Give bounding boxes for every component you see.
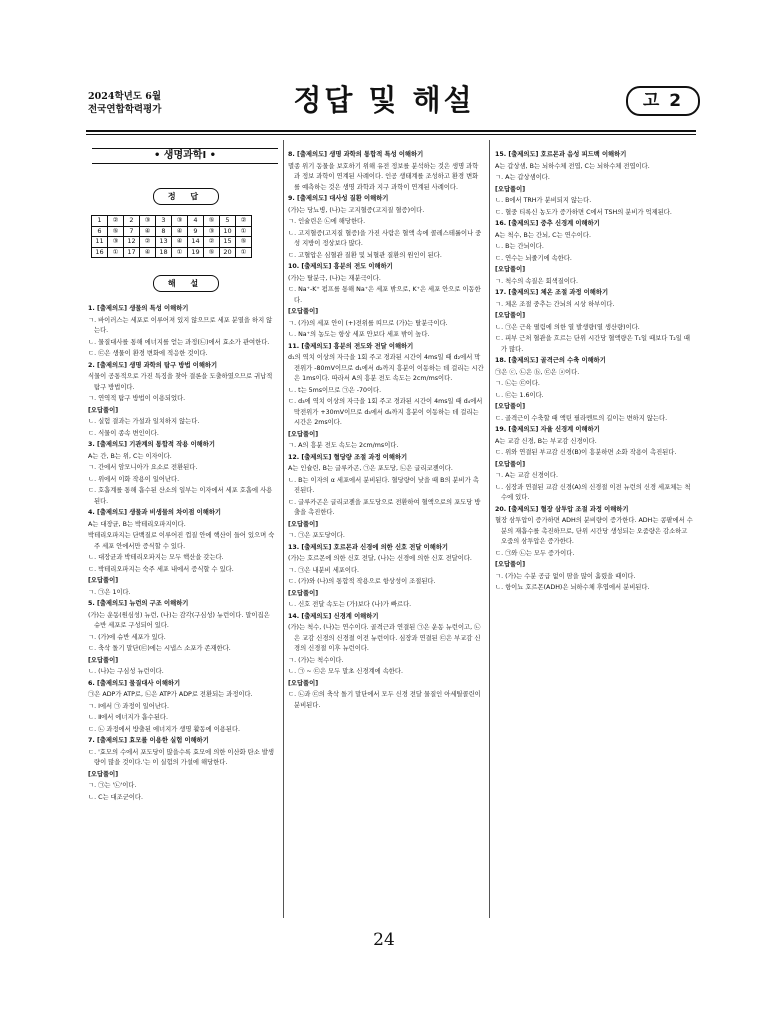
question-number: 19 bbox=[188, 247, 204, 258]
explanation-heading: 6. [출제의도] 물질대사 이해하기 bbox=[88, 679, 181, 687]
answer-cell: ④ bbox=[172, 237, 188, 248]
explanation-text: (가)는 호르몬에 의한 신호 전달, (나)는 신경에 의한 신호 전달이다. bbox=[288, 555, 472, 562]
answer-cell: ② bbox=[204, 237, 220, 248]
explanation-text: ㄷ. (가)와 (나)의 통합적 작용으로 항상성이 조절된다. bbox=[288, 578, 436, 585]
explanation-text: ㄴ. 실험 결과는 가설과 일치하지 않는다. bbox=[88, 418, 200, 425]
explanation-text: ㉠은 ⓒ, ㉡은 ⓑ, ㉢은 ⓐ이다. bbox=[495, 368, 580, 376]
explanation-text: ㄷ. ㉢은 생물이 환경 변화에 적응한 것이다. bbox=[88, 350, 208, 357]
explanation-text: ㄱ. A는 교감 신경이다. bbox=[495, 472, 558, 479]
explanation-text: ㄷ. ㉡과 ㉢의 축삭 돌기 말단에서 모두 신경 전달 물질인 아세틸콜린이 분비된다. bbox=[288, 691, 481, 709]
answer-cell: ② bbox=[140, 237, 156, 248]
explanation-text: A는 교감 신경, B는 부교감 신경이다. bbox=[495, 437, 597, 445]
answer-row bbox=[92, 216, 252, 227]
question-number: 20 bbox=[220, 247, 236, 258]
explanation-heading: [오답풀이] bbox=[495, 460, 526, 468]
explanation-heading: 13. [출제의도] 호르몬과 신경에 의한 신호 전달 이해하기 bbox=[288, 543, 448, 551]
header-rule-thin bbox=[86, 134, 696, 135]
explanation-text: ㄴ. 신호 전달 속도는 (가)보다 (나)가 빠르다. bbox=[288, 601, 412, 608]
answer-row bbox=[92, 237, 252, 248]
explanation-heading: 19. [출제의도] 자율 신경계 이해하기 bbox=[495, 426, 600, 433]
question-number: 2 bbox=[124, 216, 140, 227]
explanation-text: A는 대장균, B는 박테리오파지이다. bbox=[88, 520, 186, 528]
explanation-text: ㄱ. A는 갑상샘이다. bbox=[495, 174, 550, 181]
answer-cell: ⑤ bbox=[204, 247, 220, 258]
explanation-heading: 1. [출제의도] 생물의 특성 이해하기 bbox=[88, 305, 189, 312]
explanation-text: ㄴ. 항이뇨 호르몬(ADH)은 뇌하수체 후엽에서 분비된다. bbox=[495, 584, 650, 591]
explanation-heading: [오답풀이] bbox=[88, 577, 119, 584]
explanation-text: ㄷ. 피부 근처 혈관을 흐르는 단위 시간당 혈액량은 T₁일 때보다 T₂일 때가 많다. bbox=[495, 335, 690, 353]
explanation-text: ㄴ. (나)는 구심성 뉴런이다. bbox=[88, 668, 164, 675]
explanation-text: ㄱ. 척수의 속질은 회색질이다. bbox=[495, 277, 579, 285]
explanation-text: ㄴ. Ⅱ에서 에너지가 흡수된다. bbox=[88, 714, 169, 721]
explanation-text: ㄷ. '효모의 수에서 포도당이 많을수록 효모에 의한 이산화 탄소 발생량이 많을 것이다.'는 이 실험의 가설에 해당한다. bbox=[88, 748, 274, 766]
explanation-text: ㄷ. ㉠와 ㉡는 모두 증가이다. bbox=[495, 549, 575, 557]
explanation-text: ㄴ. t는 5ms이므로 ㉠은 -70이다. bbox=[288, 386, 382, 394]
explanation-heading: 16. [출제의도] 중추 신경계 이해하기 bbox=[495, 220, 600, 227]
answer-table bbox=[91, 215, 252, 258]
explanation-heading: 5. [출제의도] 뉴런의 구조 이해하기 bbox=[88, 600, 189, 607]
question-number: 12 bbox=[124, 237, 140, 248]
explanation-heading: [오답풀이] bbox=[288, 430, 319, 438]
explanation-heading: 8. [출제의도] 생명 과학의 통합적 특성 이해하기 bbox=[288, 151, 424, 158]
explanation-text: 박테리오파지는 단백질로 이루어진 껍질 안에 핵산이 들어 있으며 숙주 세포 안에서만 증식할 수 있다. bbox=[88, 532, 275, 550]
explanation-heading: [오답풀이] bbox=[88, 406, 119, 414]
explanation-text: ㄷ. 혈중 티록신 농도가 증가하면 C에서 TSH의 분비가 억제된다. bbox=[495, 208, 672, 216]
explanation-text: ㄷ. 골격근이 수축할 때 액틴 필라멘트의 길이는 변하지 않는다. bbox=[495, 414, 668, 422]
question-number: 11 bbox=[92, 237, 108, 248]
answer-cell: ② bbox=[236, 216, 252, 227]
explanation-text: ㄷ. 연수는 뇌줄기에 속한다. bbox=[495, 254, 572, 262]
explain-label: 해 설 bbox=[153, 275, 219, 292]
explanation-text: d₁의 역치 이상의 자극을 1회 주고 경과된 시간이 4ms일 때 d₂에서 막전위가 -80mV이므로 d₁에서 d₂까지 흥분이 이동하는 데 걸리는 시간은 1ms이다. 따라서 A의 흥분 전도 속도는 2cm/ms이다. bbox=[288, 354, 484, 382]
explanation-text: ㄱ. ㉠은 포도당이다. bbox=[288, 532, 345, 539]
explanation-text: ㄱ. ㉠은 내분비 세포이다. bbox=[288, 566, 360, 574]
column-divider-1 bbox=[283, 140, 284, 918]
explanation-heading: [오답풀이] bbox=[495, 561, 526, 568]
answer-cell: ① bbox=[236, 226, 252, 237]
question-number: 1 bbox=[92, 216, 108, 227]
question-number: 17 bbox=[124, 247, 140, 258]
explanation-text: ㄴ. C는 대조군이다. bbox=[88, 793, 143, 801]
answer-cell: ④ bbox=[140, 226, 156, 237]
explanation-text: ㄴ. B는 이자의 α 세포에서 분비된다. 혈당량이 낮을 때 B의 분비가 촉진된다. bbox=[288, 476, 479, 494]
question-number: 9 bbox=[188, 226, 204, 237]
explanation-heading: 14. [출제의도] 신경계 이해하기 bbox=[288, 612, 379, 620]
explanation-text: ㄴ. ㉠ ~ ㉢은 모두 말초 신경계에 속한다. bbox=[288, 668, 403, 675]
answer-cell: ② bbox=[108, 216, 124, 227]
explanation-text: ㄴ. B는 간뇌이다. bbox=[495, 243, 544, 250]
explanation-text: ㄱ. (가)에 슈반 세포가 있다. bbox=[88, 633, 166, 641]
answer-label: 정 답 bbox=[153, 188, 219, 205]
explanation-heading: [오답풀이] bbox=[495, 185, 526, 193]
grade-badge: 고 2 bbox=[626, 86, 700, 116]
question-number: 3 bbox=[156, 216, 172, 227]
page-number: 24 bbox=[373, 930, 395, 950]
explanation-heading: [오답풀이] bbox=[288, 589, 319, 597]
explanation-text: ㄱ. ㉠는 '㉡'이다. bbox=[88, 782, 137, 789]
explanation-text: ㄴ. B에서 TRH가 분비되지 않는다. bbox=[495, 197, 592, 204]
subject-title: • 생명과학Ⅰ • bbox=[92, 148, 278, 164]
answer-cell: ① bbox=[108, 247, 124, 258]
explanation-heading: [오답풀이] bbox=[88, 770, 119, 778]
explanation-text: ㄴ. ㉠은 근육 떨림에 의한 열 발생량(열 생산량)이다. bbox=[495, 323, 640, 331]
explanation-text: ㄱ. Ⅰ에서 ㉠ 과정이 일어난다. bbox=[88, 702, 169, 710]
explanation-text: ㄷ. ㉡ 과정에서 방출된 에너지가 생명 활동에 이용된다. bbox=[88, 725, 241, 733]
explanation-text: ㄷ. 위와 연결된 부교감 신경(B)이 흥분하면 소화 작용이 촉진된다. bbox=[495, 449, 677, 456]
explanation-column-1 bbox=[88, 304, 276, 804]
explanation-text: ㄷ. Na⁺-K⁺ 펌프를 통해 Na⁺은 세포 밖으로, K⁺은 세포 안으로 이동한다. bbox=[288, 286, 481, 304]
explanation-heading: 11. [출제의도] 흥분의 전도와 전달 이해하기 bbox=[288, 342, 414, 350]
answer-cell: ③ bbox=[108, 237, 124, 248]
explanation-text: 혈장 삼투압이 증가하면 ADH의 분비량이 증가한다. ADH는 콩팥에서 수분의 재흡수를 촉진하므로, 단위 시간당 생성되는 오줌량은 감소하고 오줌의 삼투압은 증가한다. bbox=[495, 517, 693, 545]
answer-cell: ④ bbox=[172, 226, 188, 237]
explanation-column-2 bbox=[288, 150, 484, 712]
question-number: 7 bbox=[124, 226, 140, 237]
explanation-text: ㄱ. ㉠은 1이다. bbox=[88, 588, 131, 596]
exam-name: 전국연합학력평가 bbox=[88, 104, 162, 115]
explanation-text: A는 인슐린, B는 글루카곤, ㉠은 포도당, ㉡은 글리코젠이다. bbox=[288, 465, 453, 472]
explanation-text: (가)는 탈분극, (나)는 재분극이다. bbox=[288, 274, 381, 282]
explanation-heading: [오답풀이] bbox=[288, 679, 319, 687]
explanation-text: ㄷ. 식물이 종속 변인이다. bbox=[88, 429, 159, 437]
explanation-heading: [오답풀이] bbox=[88, 656, 119, 664]
explanation-heading: 4. [출제의도] 생물과 비생물의 차이점 이해하기 bbox=[88, 509, 221, 516]
explanation-text: ㄷ. 축삭 돌기 말단(㉢)에는 시냅스 소포가 존재한다. bbox=[88, 645, 231, 652]
explanation-text: ㄷ. 글루카곤은 글리코젠을 포도당으로 전환하여 혈액으로의 포도당 방출을 촉진한다. bbox=[288, 498, 481, 516]
explanation-heading: 3. [출제의도] 기관계의 통합적 작용 이해하기 bbox=[88, 441, 215, 448]
explanation-heading: 17. [출제의도] 체온 조절 과정 이해하기 bbox=[495, 289, 609, 296]
explanation-heading: [오답풀이] bbox=[495, 312, 526, 319]
explanation-text: ㄱ. (가)는 척수이다. bbox=[288, 656, 344, 664]
explanation-text: ㄱ. A의 흥분 전도 속도는 2cm/ms이다. bbox=[288, 442, 399, 449]
explanation-text: ㄷ. 박테리오파지는 숙주 세포 내에서 증식할 수 있다. bbox=[88, 565, 234, 573]
answer-cell: ① bbox=[172, 247, 188, 258]
explanation-text: ㄱ. 연역적 탐구 방법이 이용되었다. bbox=[88, 395, 186, 402]
explanation-text: ㄴ. 심장과 연결된 교감 신경(A)의 신경절 이전 뉴런의 신경 세포체는 척수에 있다. bbox=[495, 483, 691, 501]
explanation-text: ㉠은 ADP가 ATP로, ㉡은 ATP가 ADP로 전환되는 과정이다. bbox=[88, 691, 253, 698]
explanation-heading: [오답풀이] bbox=[288, 308, 319, 315]
header-rule bbox=[86, 130, 696, 132]
explanation-text: ㄱ. 체온 조절 중추는 간뇌의 시상 하부이다. bbox=[495, 300, 615, 308]
explanation-text: 멸종 위기 동물을 보호하기 위해 유전 정보를 분석하는 것은 생명 과학과 정보 과학이 연계된 사례이다. 인공 생태계를 조성하고 환경 변화를 예측하는 것은 생명 과학과 지구 과학이 연계된 사례이다. bbox=[288, 162, 479, 191]
explanation-heading: 12. [출제의도] 혈당량 조절 과정 이해하기 bbox=[288, 453, 408, 461]
explanation-column-3 bbox=[495, 150, 695, 595]
question-number: 4 bbox=[188, 216, 204, 227]
explanation-text: (가)는 척수, (나)는 연수이다. 골격근과 연결된 ㉠은 운동 뉴런이고, ㉡은 교감 신경의 신경절 이전 뉴런이다. 심장과 연결된 ㉢은 부교감 신경의 신경절 이후 뉴런이다. bbox=[288, 624, 481, 652]
explanation-text: ㄷ. 호흡계를 통해 흡수된 산소의 일부는 이자에서 세포 호흡에 사용된다. bbox=[88, 487, 273, 505]
answer-cell: ⑤ bbox=[204, 216, 220, 227]
explanation-heading: 2. [출제의도] 생명 과학의 탐구 방법 이해하기 bbox=[88, 361, 218, 369]
explanation-heading: 18. [출제의도] 골격근의 수축 이해하기 bbox=[495, 357, 606, 364]
question-number: 14 bbox=[188, 237, 204, 248]
answer-row bbox=[92, 247, 252, 258]
explanation-text: ㄴ. ㉢는 1.6이다. bbox=[495, 391, 544, 399]
explanation-text: ㄴ. 고지혈증(고지질 혈증)을 가진 사람은 혈액 속에 콜레스테롤이나 중성 지방이 정상보다 많다. bbox=[288, 229, 482, 247]
explanation-heading: 10. [출제의도] 흥분의 전도 이해하기 bbox=[288, 263, 393, 270]
explanation-text: ㄱ. (가)의 세포 안이 (+)전위를 띠므로 (가)는 탈분극이다. bbox=[288, 319, 448, 327]
explanation-text: ㄱ. 간에서 암모니아가 요소로 전환된다. bbox=[88, 464, 198, 471]
explanation-text: 식물이 공통적으로 가진 특징을 찾아 결론을 도출하였으므로 귀납적 탐구 방법이다. bbox=[88, 373, 273, 391]
explanation-text: ㄷ. 고혈압은 심혈관 질환 및 뇌혈관 질환의 원인이 된다. bbox=[288, 251, 442, 259]
question-number: 15 bbox=[220, 237, 236, 248]
explanation-text: (가)는 당뇨병, (나)는 고지혈증(고지질 혈증)이다. bbox=[288, 206, 425, 214]
explanation-text: A는 척수, B는 간뇌, C는 연수이다. bbox=[495, 231, 591, 239]
question-number: 8 bbox=[156, 226, 172, 237]
explanation-heading: 20. [출제의도] 혈장 삼투압 조절 과정 이해하기 bbox=[495, 505, 629, 513]
explanation-text: ㄱ. 인슐린은 ㉡에 해당한다. bbox=[288, 218, 366, 225]
answer-cell: ③ bbox=[172, 216, 188, 227]
explanation-heading: [오답풀이] bbox=[495, 403, 526, 410]
explanation-text: A는 갑상샘, B는 뇌하수체 전엽, C는 뇌하수체 전엽이다. bbox=[495, 162, 650, 170]
explanation-text: ㄷ. d₃에 역치 이상의 자극을 1회 주고 경과된 시간이 4ms일 때 d₄에서 막전위가 +30mV이므로 d₃에서 d₄까지 흥분이 이동하는 데 걸리는 시간은 2ms이다. bbox=[288, 398, 483, 426]
exam-year: 2024학년도 6월 bbox=[88, 91, 162, 102]
answer-row bbox=[92, 226, 252, 237]
column-divider-2 bbox=[489, 140, 490, 918]
question-number: 5 bbox=[220, 216, 236, 227]
answer-cell: ③ bbox=[204, 226, 220, 237]
explanation-text: ㄱ. (가)는 수분 공급 없이 땀을 많이 흘렸을 때이다. bbox=[495, 572, 636, 580]
answer-cell: ⑤ bbox=[108, 226, 124, 237]
explanation-heading: 15. [출제의도] 호르몬과 음성 피드백 이해하기 bbox=[495, 151, 627, 158]
answer-cell: ① bbox=[236, 247, 252, 258]
explanation-text: (가)는 운동(원심성) 뉴런, (나)는 감각(구심성) 뉴런이다. 말이집은 슈반 세포로 구성되어 있다. bbox=[88, 611, 270, 629]
answer-cell: ⑤ bbox=[236, 237, 252, 248]
answer-cell: ④ bbox=[140, 247, 156, 258]
explanation-text: ㄱ. 바이러스는 세포로 이루어져 있지 않으므로 세포 분열을 하지 않는다. bbox=[88, 316, 273, 334]
explanation-heading: [오답풀이] bbox=[288, 520, 319, 528]
explanation-text: ㄴ. 물질대사를 통해 에너지를 얻는 과정(㉡)에서 효소가 관여한다. bbox=[88, 338, 270, 346]
question-number: 13 bbox=[156, 237, 172, 248]
explanation-text: ㄴ. 대장균과 박테리오파지는 모두 핵산을 갖는다. bbox=[88, 554, 224, 561]
explanation-text: A는 간, B는 위, C는 이자이다. bbox=[88, 452, 172, 460]
question-number: 10 bbox=[220, 226, 236, 237]
explanation-heading: [오답풀이] bbox=[495, 266, 526, 273]
explanation-text: ㄱ. ㉡는 ㉢이다. bbox=[495, 380, 540, 387]
question-number: 6 bbox=[92, 226, 108, 237]
page-title: 정답 및 해설 bbox=[293, 83, 475, 117]
explanation-heading: 9. [출제의도] 대사성 질환 이해하기 bbox=[288, 195, 389, 202]
question-number: 18 bbox=[156, 247, 172, 258]
explanation-heading: 7. [출제의도] 효모를 이용한 실험 이해하기 bbox=[88, 737, 209, 744]
question-number: 16 bbox=[92, 247, 108, 258]
explanation-text: ㄴ. Na⁺의 농도는 항상 세포 안보다 세포 밖이 높다. bbox=[288, 331, 430, 338]
answer-table-wrap bbox=[91, 215, 252, 258]
explanation-text: ㄴ. 위에서 이화 작용이 일어난다. bbox=[88, 475, 180, 483]
answer-cell: ③ bbox=[140, 216, 156, 227]
